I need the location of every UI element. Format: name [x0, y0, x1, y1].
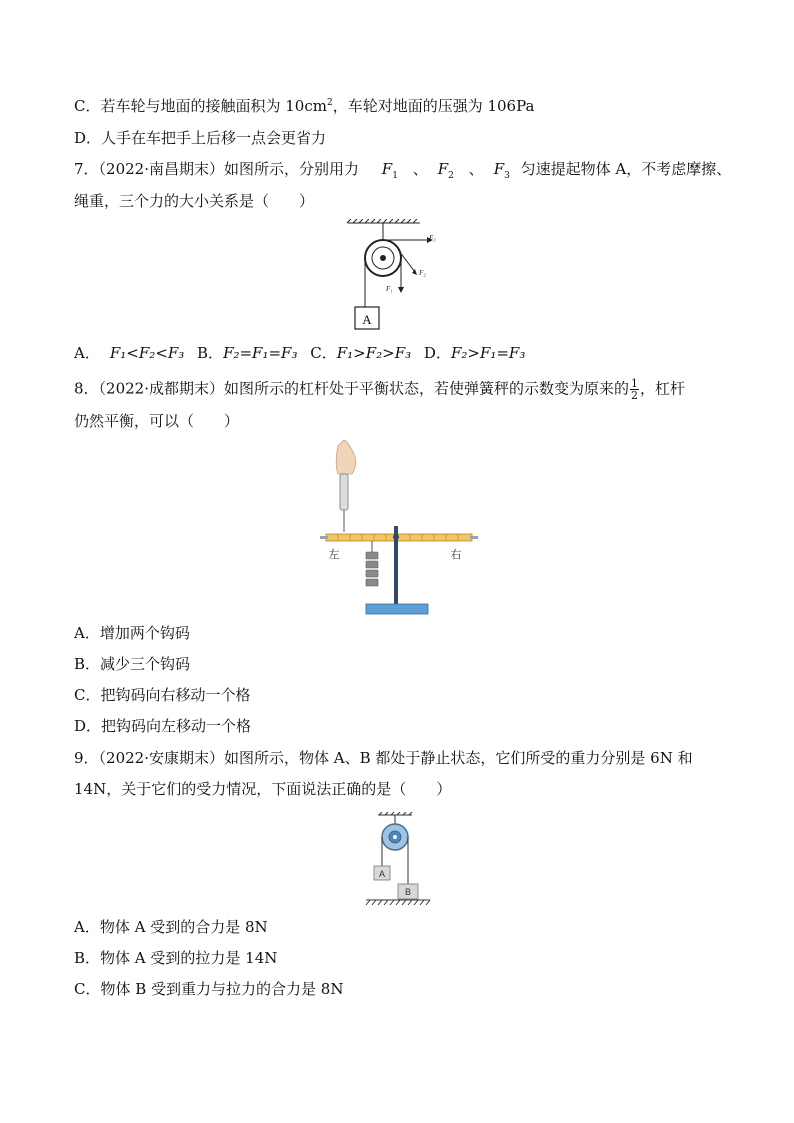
q7-stem-line2: 绳重，三个力的大小关系是（ ）	[74, 192, 315, 210]
hand-icon	[336, 440, 356, 474]
q6-option-c: C．若车轮与地面的接触面积为 $10cm^2$，车轮对地面的压强为 106Pa	[74, 97, 535, 115]
lever-bar	[326, 534, 472, 541]
q6-option-c-sup: 2	[326, 98, 333, 108]
q6-option-d: D．人手在车把手上后移一点会更省力	[74, 129, 327, 147]
q9-option-a: A．物体 A 受到的合力是 8N	[74, 918, 268, 936]
block-a-label: A	[378, 869, 386, 879]
f2-label: F₂	[419, 269, 426, 277]
stand-base	[366, 604, 428, 614]
q8-fraction: $\frac{1}{2}$	[631, 377, 638, 402]
left-label: 左	[328, 548, 340, 561]
box-a-label: A	[362, 312, 372, 327]
block-b-label: B	[404, 887, 412, 897]
q8-option-c: C．把钩码向右移动一个格	[74, 686, 251, 704]
q8-option-b: B．减少三个钩码	[74, 655, 191, 673]
q7-options: A． F₁<F₂<F₃ B．F₂=F₁=F₃ C．F₁>F₂>F₃ D．F₂>F₁=F₃	[74, 344, 526, 362]
q8-option-d: D．把钩码向左移动一个格	[74, 717, 252, 735]
right-label: 右	[450, 548, 462, 561]
q9-stem-line1: 9．（2022·安康期末）如图所示，物体 A、B 都处于静止状态，它们所受的重力分别是 6N 和	[74, 749, 693, 767]
q8-lever-figure	[318, 440, 478, 616]
q8-stem-line1: 8．（2022·成都期末）如图所示的杠杆处于平衡状态，若使弹簧秤的示数变为原来的 $\frac{1}{2}$ ，杠杆	[74, 377, 686, 402]
q9-stem-line2: 14N，关于它们的受力情况，下面说法正确的是（ ）	[74, 780, 452, 798]
f1-label: F₁	[386, 285, 393, 293]
hook-weights	[366, 552, 378, 586]
f3-label: F₃	[429, 234, 436, 242]
q8-stem-line2: 仍然平衡，可以（ ）	[74, 412, 240, 430]
pulley-axle	[380, 255, 386, 261]
q7-pulley-figure	[345, 219, 455, 334]
q9-option-c: C．物体 B 受到重力与拉力的合力是 8N	[74, 980, 344, 998]
q9-option-b: B．物体 A 受到的拉力是 14N	[74, 949, 278, 967]
q7-stem-line1: 7．（2022·南昌期末）如图所示，分别用力 $F_1$ 、 $F_2$ 、 $F_3$ 匀速提起物体 A，不考虑摩擦、	[74, 160, 732, 181]
spring-scale	[340, 474, 348, 510]
q8-option-a: A．增加两个钩码	[74, 624, 190, 642]
q9-pulley-figure	[362, 812, 434, 908]
